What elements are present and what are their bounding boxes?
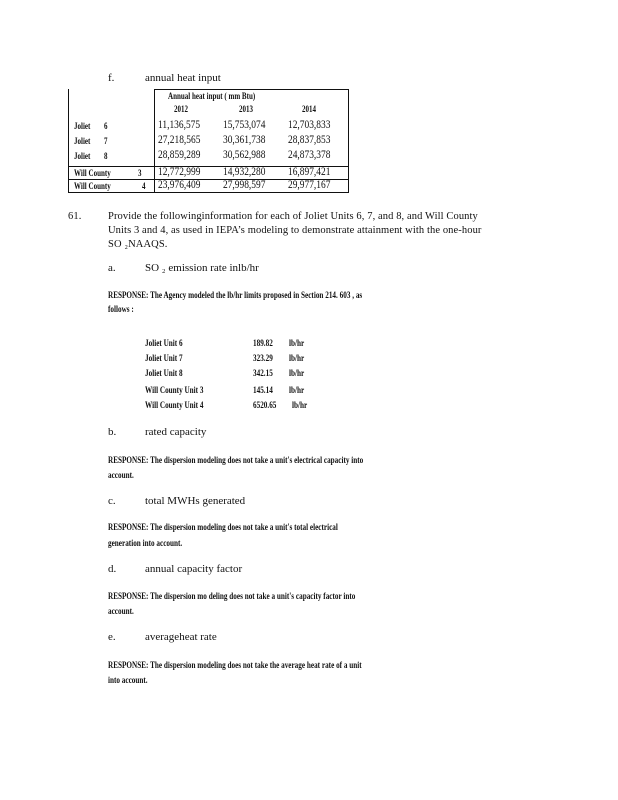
- unit-name: Joliet Unit 6: [145, 338, 183, 348]
- cell-2012: 12,772,999: [158, 166, 201, 178]
- unit-rate-unit: lb/hr: [289, 338, 305, 348]
- item-b-response-cont: account.: [108, 470, 134, 480]
- item-d-title: annual capacity factor: [145, 563, 243, 575]
- row-unit: 7: [104, 136, 108, 146]
- item-e-response-cont: into account.: [108, 675, 148, 685]
- cell-2014: 12,703,833: [288, 119, 331, 131]
- unit-name: Joliet Unit 8: [145, 368, 183, 378]
- item-f-letter: f.: [108, 72, 115, 84]
- year-header: 2013: [239, 104, 254, 114]
- unit-rate-unit: lb/hr: [289, 368, 305, 378]
- year-header: 2012: [174, 104, 189, 114]
- row-unit: 3: [138, 168, 142, 178]
- question-line: SO ₂NAAQS.: [108, 239, 168, 250]
- unit-rate-value: 342.15: [253, 368, 273, 378]
- cell-2013: 30,361,738: [223, 134, 266, 146]
- row-unit: 6: [104, 121, 108, 131]
- item-a-title: SO ₂ emission rate inlb/hr: [145, 262, 259, 274]
- row-unit: 8: [104, 151, 108, 161]
- cell-2012: 23,976,409: [158, 179, 201, 191]
- unit-rate-unit: lb/hr: [292, 400, 308, 410]
- item-d-response-cont: account.: [108, 606, 134, 616]
- cell-2014: 16,897,421: [288, 166, 331, 178]
- unit-rate-value: 6520.65: [253, 400, 277, 410]
- row-plant: Will County: [74, 181, 111, 191]
- unit-rate-value: 189.82: [253, 338, 273, 348]
- item-a-letter: a.: [108, 262, 116, 274]
- cell-2013: 14,932,280: [223, 166, 266, 178]
- heat-input-table: [68, 89, 349, 193]
- item-c-letter: c.: [108, 495, 116, 507]
- cell-2012: 27,218,565: [158, 134, 201, 146]
- item-e-response: RESPONSE: The dispersion modeling does not take the average heat rate of a unit: [108, 660, 362, 670]
- cell-2013: 30,562,988: [223, 149, 266, 161]
- item-a-response-cont: follows :: [108, 304, 134, 314]
- row-unit: 4: [142, 181, 146, 191]
- row-plant: Joliet: [74, 151, 91, 161]
- item-c-title: total MWHs generated: [145, 495, 246, 507]
- row-plant: Will County: [74, 168, 111, 178]
- question-number: 61.: [68, 211, 82, 222]
- item-c-response: RESPONSE: The dispersion modeling does not take a unit's total electrical: [108, 522, 338, 532]
- unit-name: Will County Unit 4: [145, 400, 204, 410]
- table-header-title: Annual heat input ( mm Btu): [168, 91, 256, 101]
- cell-2014: 24,873,378: [288, 149, 331, 161]
- cell-2012: 11,136,575: [158, 119, 201, 131]
- item-a-response: RESPONSE: The Agency modeled the lb/hr limits proposed in Section 214. 603 , as: [108, 290, 363, 300]
- item-b-letter: b.: [108, 426, 117, 438]
- unit-rate-value: 145.14: [253, 385, 273, 395]
- item-e-title: averageheat rate: [145, 631, 217, 643]
- item-b-title: rated capacity: [145, 426, 207, 438]
- unit-rate-unit: lb/hr: [289, 385, 305, 395]
- row-plant: Joliet: [74, 121, 91, 131]
- unit-name: Will County Unit 3: [145, 385, 204, 395]
- unit-rate-unit: lb/hr: [289, 353, 305, 363]
- question-line: Units 3 and 4, as used in IEPA’s modeling to demonstrate attainment with the one-hour: [108, 225, 482, 236]
- cell-2013: 15,753,074: [223, 119, 266, 131]
- item-e-letter: e.: [108, 631, 116, 643]
- cell-2014: 28,837,853: [288, 134, 331, 146]
- item-b-response: RESPONSE: The dispersion modeling does not take a unit's electrical capacity into: [108, 455, 364, 465]
- cell-2014: 29,977,167: [288, 179, 331, 191]
- year-header: 2014: [302, 104, 317, 114]
- item-c-response-cont: generation into account.: [108, 538, 183, 548]
- row-plant: Joliet: [74, 136, 91, 146]
- cell-2012: 28,859,289: [158, 149, 201, 161]
- unit-name: Joliet Unit 7: [145, 353, 183, 363]
- question-line: Provide the followinginformation for each of Joliet Units 6, 7, and 8, and Will County: [108, 211, 478, 222]
- cell-2013: 27,998,597: [223, 179, 266, 191]
- item-d-letter: d.: [108, 563, 117, 575]
- item-f-title: annual heat input: [145, 72, 221, 84]
- item-d-response: RESPONSE: The dispersion mo deling does not take a unit's capacity factor into: [108, 591, 356, 601]
- unit-rate-value: 323.29: [253, 353, 273, 363]
